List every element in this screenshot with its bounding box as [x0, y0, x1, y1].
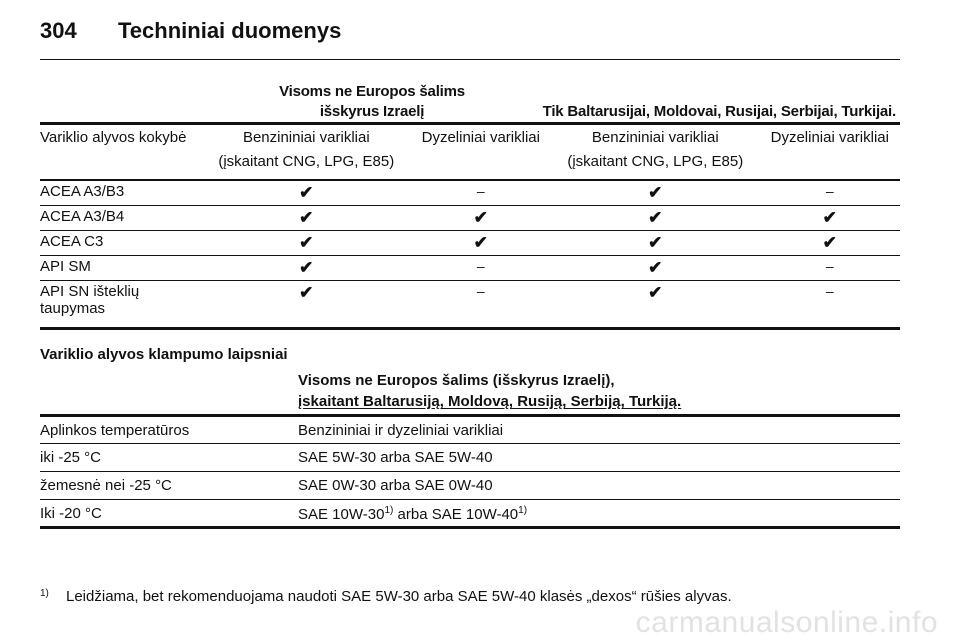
mark-cell — [760, 230, 900, 255]
row-label: ACEA A3/B3 — [40, 180, 202, 205]
mark-cell — [760, 280, 900, 328]
check-icon: ✔ — [648, 282, 663, 302]
check-icon: ✔ — [648, 257, 663, 277]
table-row — [40, 230, 900, 255]
group-header-non-europe-line1: Visoms ne Europos šalims — [279, 83, 465, 100]
dash-icon: – — [825, 257, 834, 274]
page-number: 304 — [40, 18, 77, 43]
check-icon: ✔ — [822, 232, 837, 252]
viscosity-section-title: Variklio alyvos klampumo laipsniai — [40, 346, 288, 363]
table-row — [40, 444, 900, 472]
check-icon: ✔ — [299, 232, 314, 252]
mark-cell — [551, 280, 760, 328]
mark-cell — [411, 205, 551, 230]
mark-cell — [551, 205, 760, 230]
group-header-non-europe — [252, 82, 492, 122]
check-icon: ✔ — [648, 232, 663, 252]
dash-icon: – — [476, 257, 485, 274]
mark-cell — [411, 255, 551, 280]
table-row — [40, 205, 900, 230]
row-label: ACEA C3 — [40, 230, 202, 255]
mark-cell — [411, 230, 551, 255]
mark-cell — [411, 280, 551, 328]
viscosity-header-line1: Visoms ne Europos šalims (išskyrus Izraelį), — [298, 372, 615, 389]
mark-cell — [551, 255, 760, 280]
table-header-row — [40, 124, 900, 180]
col-header-petrol-2-label: Benzininiai varikliai — [591, 129, 719, 146]
col-header-petrol-2-note: (įskaitant CNG, LPG, E85) — [567, 153, 744, 170]
viscosity-table-header — [298, 370, 681, 412]
temp-cell: Aplinkos temperatūros — [40, 416, 298, 444]
grade-cell: Benzininiai ir dyzeliniai varikliai — [298, 416, 900, 444]
mark-cell — [411, 180, 551, 205]
page-header — [40, 18, 341, 44]
footnote — [40, 588, 732, 605]
grade-cell — [298, 500, 900, 528]
table-row — [40, 472, 900, 500]
check-icon: ✔ — [299, 282, 314, 302]
check-icon: ✔ — [299, 183, 314, 202]
mark-cell — [760, 255, 900, 280]
col-header-petrol-1 — [202, 124, 411, 180]
row-label: ACEA A3/B4 — [40, 205, 202, 230]
row-label-line2: taupymas — [40, 299, 106, 317]
table-row — [40, 500, 900, 528]
col-header-petrol-1-note: (įskaitant CNG, LPG, E85) — [218, 153, 395, 170]
col-header-diesel-2: Dyzeliniai varikliai — [760, 124, 900, 180]
mark-cell — [551, 230, 760, 255]
footnote-text: Leidžiama, bet rekomenduojama naudoti SAE 5W-30 arba SAE 5W-40 klasės „dexos“ rūšies alyvas. — [66, 588, 732, 605]
temp-cell: Iki -20 °C — [40, 500, 298, 528]
page-title: Techniniai duomenys — [118, 18, 342, 43]
col-header-petrol-2 — [551, 124, 760, 180]
grade-cell: SAE 5W-30 arba SAE 5W-40 — [298, 444, 900, 472]
dash-icon: – — [476, 183, 485, 199]
temp-cell: iki -25 °C — [40, 444, 298, 472]
check-icon: ✔ — [648, 183, 663, 202]
mark-cell — [202, 255, 411, 280]
mark-cell — [202, 180, 411, 205]
table-row — [40, 255, 900, 280]
mark-cell — [760, 205, 900, 230]
group-header-baltic: Tik Baltarusijai, Moldovai, Rusijai, Serbijai, Turkijai. — [542, 103, 896, 120]
footnote-ref[interactable]: 1) — [384, 505, 394, 516]
table-row — [40, 180, 900, 205]
check-icon: ✔ — [822, 207, 837, 227]
viscosity-header-line2: įskaitant Baltarusiją, Moldovą, Rusiją, Serbiją, Turkiją. — [298, 393, 682, 410]
dash-icon: – — [476, 282, 485, 299]
dash-icon: – — [825, 183, 834, 199]
col-header-diesel-1: Dyzeliniai varikliai — [411, 124, 551, 180]
header-rule — [40, 59, 900, 60]
check-icon: ✔ — [648, 207, 663, 227]
watermark: carmanualsonline.info — [635, 606, 938, 639]
grade-b: arba SAE 10W-40 — [393, 506, 519, 523]
viscosity-table — [40, 414, 900, 529]
table-row — [40, 416, 900, 444]
check-icon: ✔ — [473, 232, 488, 252]
mark-cell — [760, 180, 900, 205]
mark-cell — [202, 280, 411, 328]
check-icon: ✔ — [299, 207, 314, 227]
table-row — [40, 280, 900, 328]
mark-cell — [202, 230, 411, 255]
mark-cell — [551, 180, 760, 205]
grade-cell: SAE 0W-30 arba SAE 0W-40 — [298, 472, 900, 500]
row-label — [40, 280, 202, 328]
row-label: API SM — [40, 255, 202, 280]
col-header-petrol-1-label: Benzininiai varikliai — [242, 129, 370, 146]
footnote-ref[interactable]: 1) — [518, 505, 528, 516]
grade-a: SAE 10W-30 — [298, 506, 385, 523]
oil-quality-table — [40, 124, 900, 330]
row-label-line1: API SN išteklių — [40, 282, 140, 300]
dash-icon: – — [825, 282, 834, 299]
check-icon: ✔ — [299, 257, 314, 277]
group-header-non-europe-line2: išskyrus Izraelį — [319, 103, 425, 120]
check-icon: ✔ — [473, 207, 488, 227]
col-header-quality: Variklio alyvos kokybė — [40, 124, 202, 180]
temp-cell: žemesnė nei -25 °C — [40, 472, 298, 500]
footnote-marker: 1) — [40, 588, 49, 599]
mark-cell — [202, 205, 411, 230]
